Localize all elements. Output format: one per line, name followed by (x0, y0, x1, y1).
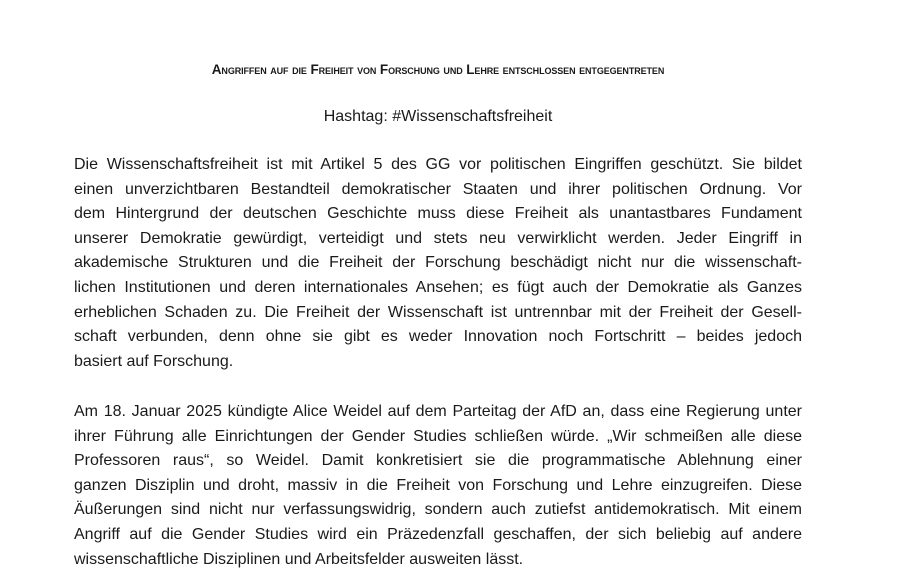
paragraph-line: ganzen Disziplin und droht, massiv in die Freiheit von Forschung und Lehre einzugreifen. Diese (74, 476, 802, 494)
paragraph-line: Angriff auf die Gender Studies wird ein Präzedenzfall geschaffen, der sich beliebig auf andere (74, 525, 802, 543)
hashtag-line: Hashtag: #Wissenschaftsfreiheit (323, 108, 553, 125)
paragraph-line: unserer Demokratie gewürdigt, verteidigt und stets neu verwirklicht werden. Jeder Eingriff in (74, 229, 802, 247)
paragraph-line: Professoren raus“, so Weidel. Damit konkretisiert sie die programmatische Ablehnung einer (74, 452, 802, 470)
paragraph-line: Am 18. Januar 2025 kündigte Alice Weidel auf dem Parteitag der AfD an, dass eine Regierung unter (74, 403, 802, 420)
paragraph-1 (74, 153, 802, 374)
paragraph-2 (74, 400, 802, 572)
paragraph-line: akademische Strukturen und die Freiheit der Forschung beschädigt nicht nur die wissenschaft- (74, 254, 802, 272)
paragraph-line: wissenschaftliche Disziplinen und Arbeitsfelder ausweiten lässt. (74, 550, 524, 568)
paragraph-line: Äußerungen sind nicht nur verfassungswidrig, sondern auch zutiefst antidemokratisch. Mit einem (74, 501, 802, 519)
paragraph-line: erheblichen Schaden zu. Die Freiheit der Wissenschaft ist untrennbar mit der Freiheit der Gesell- (74, 303, 802, 321)
document-title: Angriffen auf die Freiheit von Forschung und Lehre entschlossen entgegentreten (211, 62, 665, 77)
paragraph-line: basiert auf Forschung. (74, 352, 234, 370)
paragraph-line: dem Hintergrund der deutschen Geschichte muss diese Freiheit als unantastbares Fundament (74, 205, 802, 223)
paragraph-line: schaft verbunden, denn ohne sie gibt es weder Innovation noch Fortschritt – beides jedoch (74, 328, 802, 346)
paragraph-line: lichen Institutionen und deren internationales Ansehen; es fügt auch der Demokratie als Ganzes (74, 278, 802, 296)
paragraph-line: einen unverzichtbaren Bestandteil demokratischer Staaten und ihrer politischen Ordnung. Vor (74, 180, 802, 198)
paragraph-line: Die Wissenschaftsfreiheit ist mit Artikel 5 des GG vor politischen Eingriffen geschützt. Sie bildet (74, 156, 802, 173)
paragraph-line: ihrer Führung alle Einrichtungen der Gender Studies schließen würde. „Wir schmeißen alle diese (74, 427, 802, 445)
